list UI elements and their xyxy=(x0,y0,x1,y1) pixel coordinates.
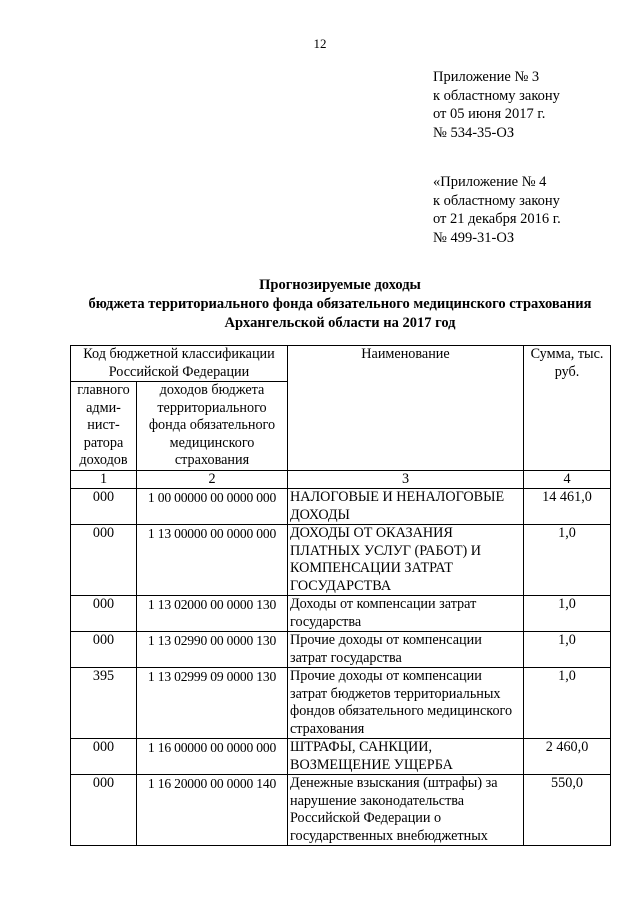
header-income-code: доходов бюджета территориального фонда обязательного медицинского страхования xyxy=(137,382,288,471)
title-line: бюджета территориального фонда обязательного медицинского страхования xyxy=(88,296,592,312)
income-name: ШТРАФЫ, САНКЦИИ, ВОЗМЕЩЕНИЕ УЩЕРБА xyxy=(288,739,524,775)
annex-current-line: Приложение № 3 xyxy=(433,69,540,85)
income-sum: 1,0 xyxy=(524,596,611,632)
annex-current-line: от 05 июня 2017 г. xyxy=(433,106,546,122)
income-code: 1 16 00000 00 0000 000 xyxy=(137,739,288,775)
admin-code: 000 xyxy=(71,525,137,596)
header-admin: главного адми-нист-ратора доходов xyxy=(71,382,137,471)
column-numbers-row xyxy=(71,470,611,489)
income-code: 1 00 00000 00 0000 000 xyxy=(137,489,288,525)
admin-code: 000 xyxy=(71,739,137,775)
header-sum: Сумма, тыс. руб. xyxy=(524,346,611,471)
annex-current xyxy=(433,68,560,142)
revenue-table xyxy=(70,345,611,846)
income-sum: 1,0 xyxy=(524,668,611,739)
income-name: НАЛОГОВЫЕ И НЕНАЛОГОВЫЕ ДОХОДЫ xyxy=(288,489,524,525)
annex-previous-line: «Приложение № 4 xyxy=(433,174,547,190)
income-code: 1 13 02990 00 0000 130 xyxy=(137,632,288,668)
income-code: 1 13 02999 09 0000 130 xyxy=(137,668,288,739)
table-row xyxy=(71,525,611,596)
annex-previous xyxy=(433,173,561,247)
admin-code: 000 xyxy=(71,632,137,668)
income-name: Прочие доходы от компенсации затрат бюджетов территориальных фондов обязательного медицинского страхования xyxy=(288,668,524,739)
annex-previous-line: от 21 декабря 2016 г. xyxy=(433,211,561,227)
column-number: 1 xyxy=(71,470,137,489)
income-code: 1 16 20000 00 0000 140 xyxy=(137,775,288,846)
annex-previous-line: к областному закону xyxy=(433,192,560,209)
header-code-group: Код бюджетной классификации Российской Федерации xyxy=(71,346,288,382)
annex-current-line: № 534-35-ОЗ xyxy=(433,124,515,141)
column-number: 4 xyxy=(524,470,611,489)
table-row xyxy=(71,668,611,739)
income-sum: 1,0 xyxy=(524,525,611,596)
income-code: 1 13 02000 00 0000 130 xyxy=(137,596,288,632)
table-row xyxy=(71,489,611,525)
admin-code: 395 xyxy=(71,668,137,739)
document-title xyxy=(70,276,610,333)
table-header-row xyxy=(71,346,611,382)
admin-code: 000 xyxy=(71,596,137,632)
table-row xyxy=(71,775,611,846)
income-sum: 1,0 xyxy=(524,632,611,668)
income-name: Денежные взыскания (штрафы) за нарушение законодательства Российской Федерации о государственных внебюджетных xyxy=(288,775,524,846)
income-name: Доходы от компенсации затрат государства xyxy=(288,596,524,632)
income-sum: 14 461,0 xyxy=(524,489,611,525)
header-name: Наименование xyxy=(288,346,524,471)
admin-code: 000 xyxy=(71,489,137,525)
income-name: Прочие доходы от компенсации затрат государства xyxy=(288,632,524,668)
income-code: 1 13 00000 00 0000 000 xyxy=(137,525,288,596)
page-number: 12 xyxy=(313,36,327,51)
table-row xyxy=(71,596,611,632)
annex-previous-line: № 499-31-ОЗ xyxy=(433,229,515,246)
table-row xyxy=(71,739,611,775)
title-line: Архангельской области на 2017 год xyxy=(224,315,456,331)
title-line: Прогнозируемые доходы xyxy=(259,277,421,293)
income-sum: 550,0 xyxy=(524,775,611,846)
column-number: 3 xyxy=(288,470,524,489)
income-name: ДОХОДЫ ОТ ОКАЗАНИЯ ПЛАТНЫХ УСЛУГ (РАБОТ) И КОМПЕНСАЦИИ ЗАТРАТ ГОСУДАРСТВА xyxy=(288,525,524,596)
table-row xyxy=(71,632,611,668)
column-number: 2 xyxy=(137,470,288,489)
admin-code: 000 xyxy=(71,775,137,846)
annex-current-line: к областному закону xyxy=(433,87,560,104)
income-sum: 2 460,0 xyxy=(524,739,611,775)
